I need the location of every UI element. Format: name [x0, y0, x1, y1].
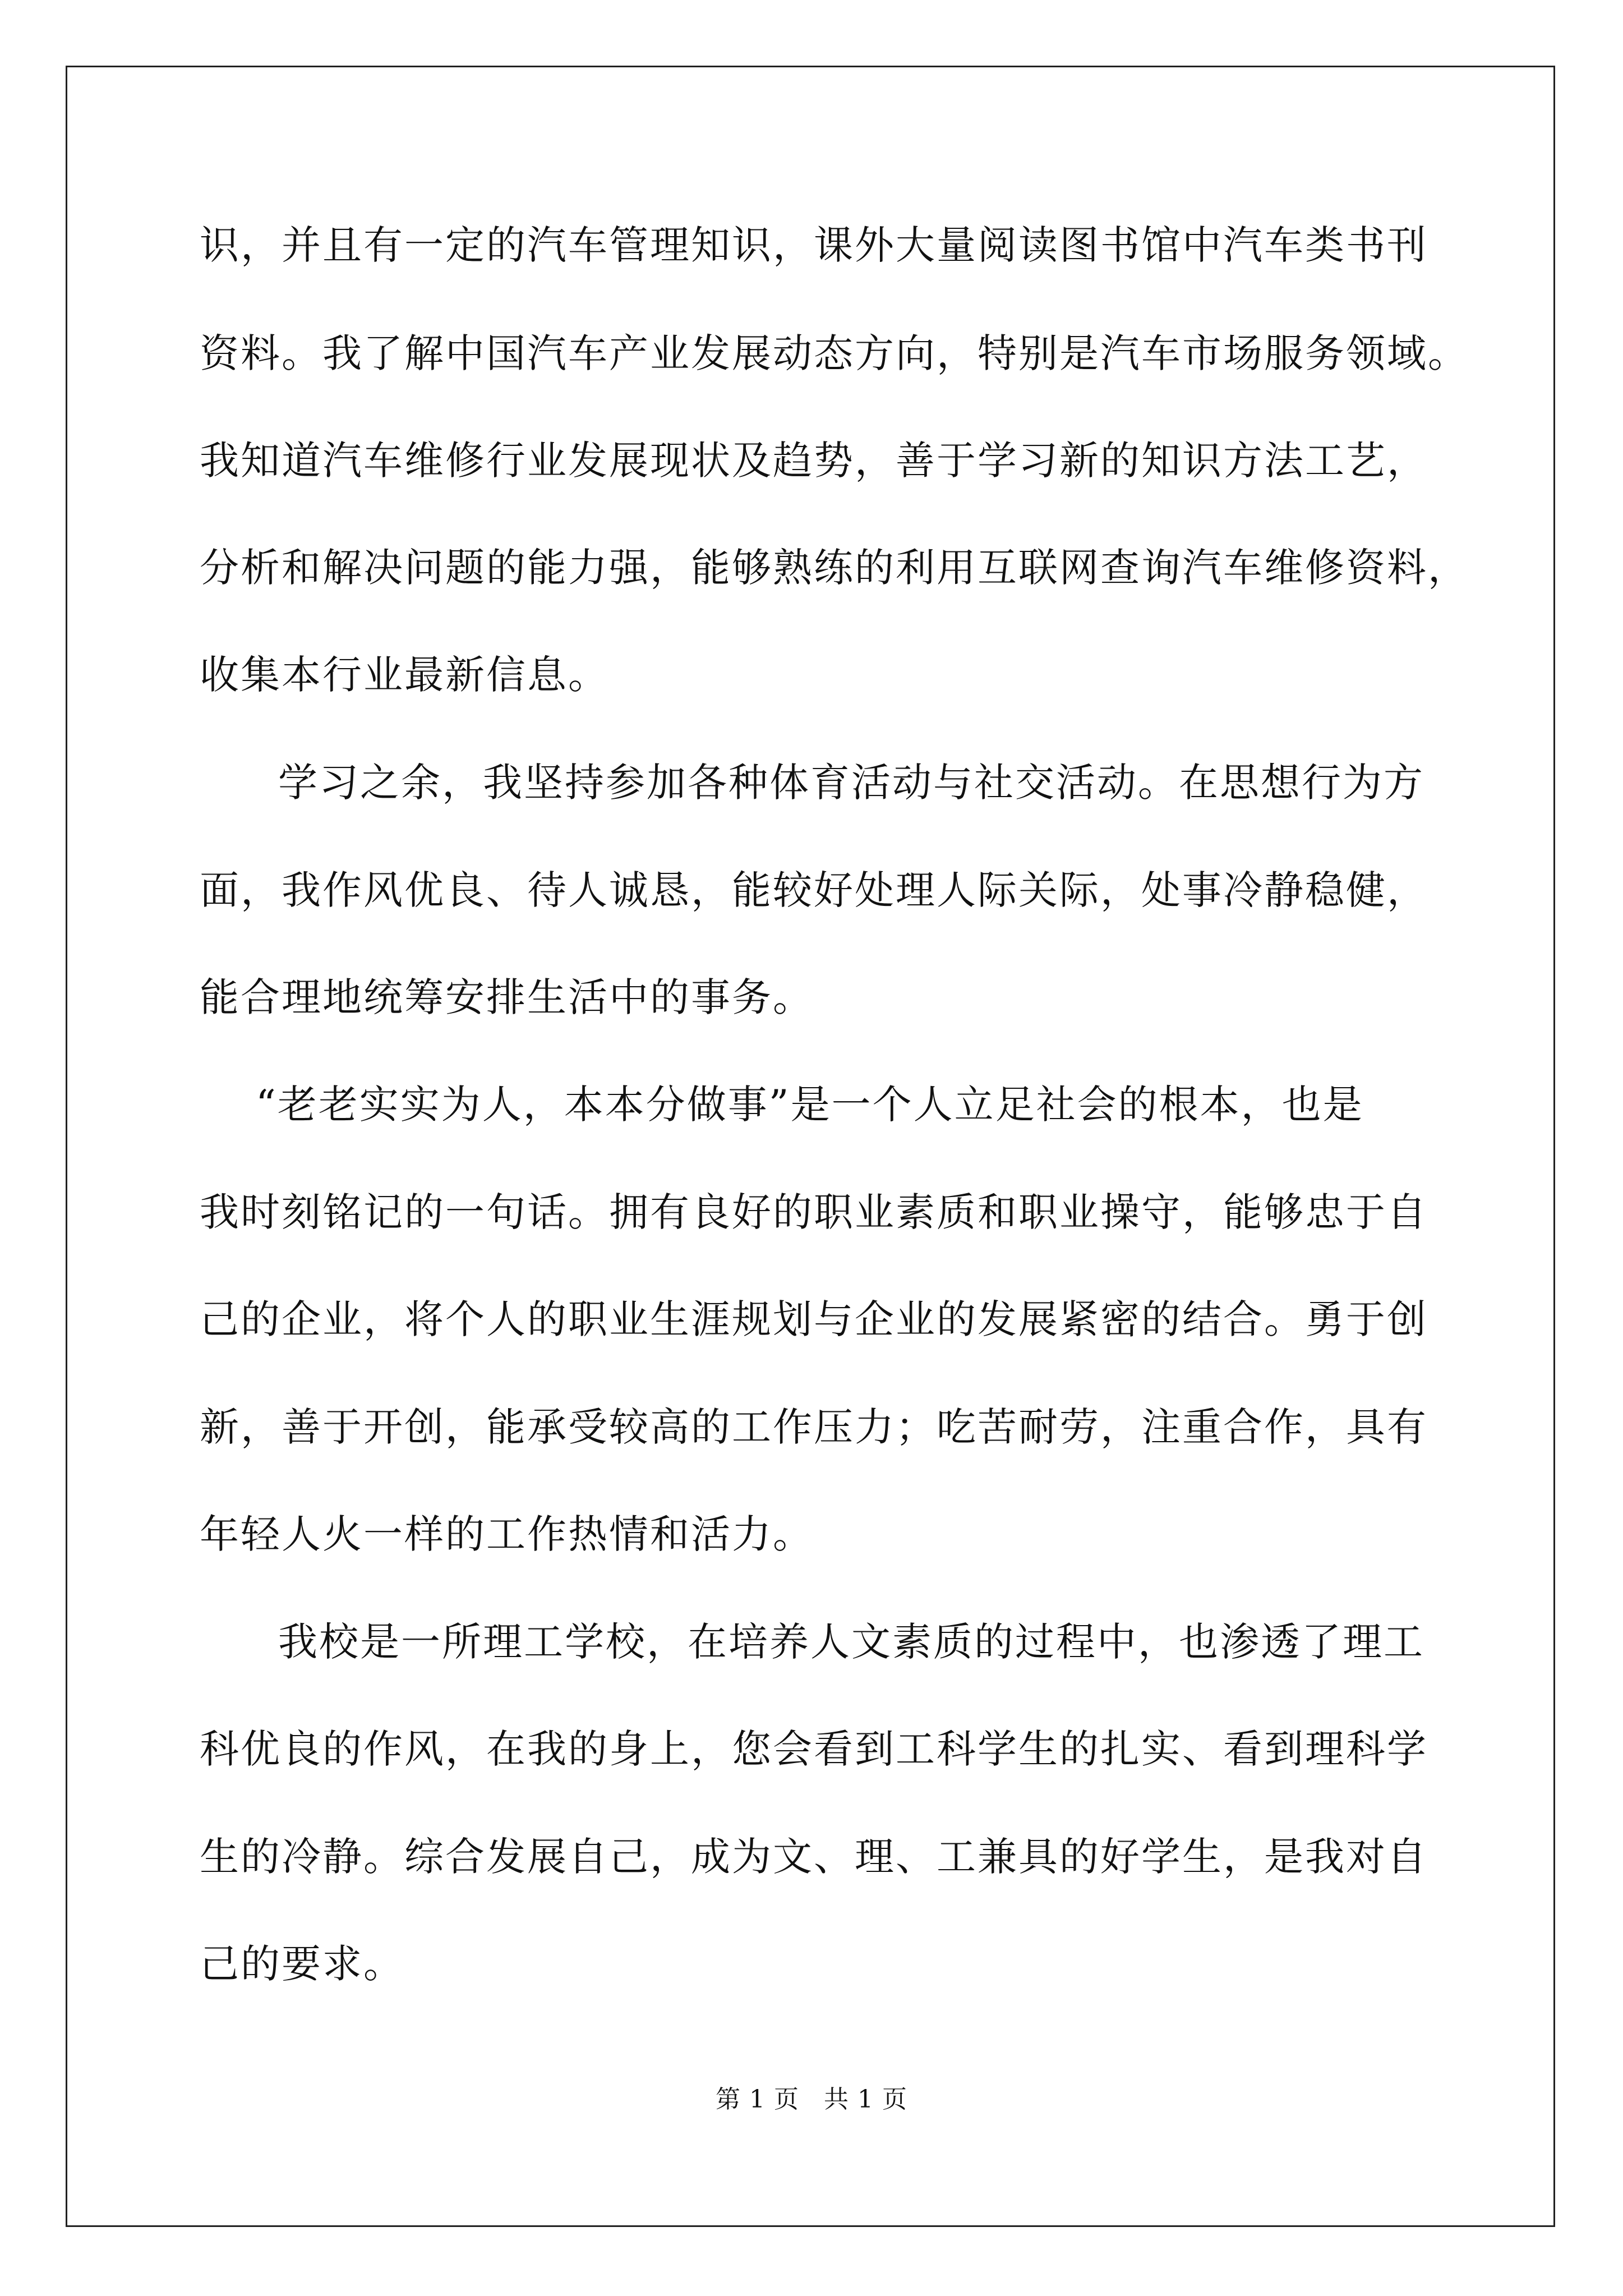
page-footer — [0, 2083, 1623, 2116]
text-line: 己的要求。 — [200, 1941, 404, 1987]
text-line: 我知道汽车维修行业发展现状及趋势，善于学习新的知识方法工艺， — [200, 438, 1428, 484]
text-line: 能合理地统筹安排生活中的事务。 — [200, 974, 814, 1020]
text-line: 己的企业，将个人的职业生涯规划与企业的发展紧密的结合。勇于创 — [200, 1296, 1428, 1342]
text-line: 收集本行业最新信息。 — [200, 652, 609, 698]
text-line: 科优良的作风，在我的身上，您会看到工科学生的扎实、看到理科学 — [200, 1726, 1428, 1772]
text-line: 新，善于开创，能承受较高的工作压力；吃苦耐劳，注重合作，具有 — [200, 1404, 1428, 1450]
text-line: 识，并且有一定的汽车管理知识，课外大量阅读图书馆中汽车类书刊 — [200, 222, 1428, 268]
page-number: 第 1 页 — [716, 2085, 799, 2114]
text-line: 生的冷静。综合发展自己，成为文、理、工兼具的好学生，是我对自 — [200, 1834, 1428, 1880]
text-line: 分析和解决问题的能力强，能够熟练的利用互联网查询汽车维修资料， — [200, 545, 1469, 591]
paragraph-first-line: 学习之余，我坚持参加各种体育活动与社交活动。在思想行为方 — [278, 760, 1424, 806]
text-line: 年轻人火一样的工作热情和活力。 — [200, 1511, 814, 1557]
text-line: 我时刻铭记的一句话。拥有良好的职业素质和职业操守，能够忠于自 — [200, 1189, 1428, 1235]
paragraph-first-line: “老老实实为人，本本分做事”是一个人立足社会的根本，也是 — [256, 1082, 1364, 1128]
page-border — [66, 66, 1555, 2227]
paragraph-first-line: 我校是一所理工学校，在培养人文素质的过程中，也渗透了理工 — [278, 1619, 1424, 1665]
text-line: 资料。我了解中国汽车产业发展动态方向，特别是汽车市场服务领域。 — [200, 330, 1469, 376]
text-line: 面，我作风优良、待人诚恳，能较好处理人际关际，处事冷静稳健， — [200, 867, 1428, 913]
page-total: 共 1 页 — [824, 2085, 907, 2114]
